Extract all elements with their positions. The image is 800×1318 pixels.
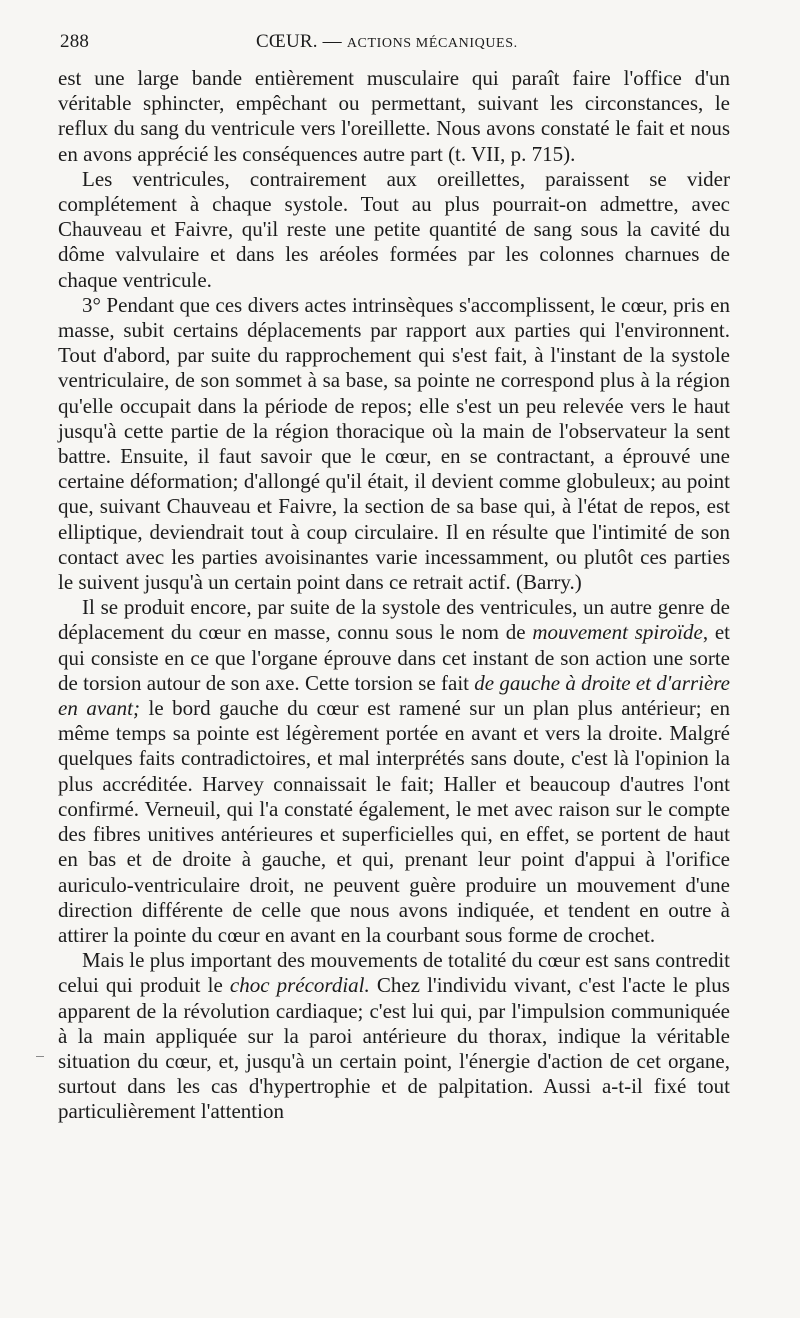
- text-run: est une large bande entièrement musculaire qui paraît faire l'office d'un véritable sphincter, empêchant ou permettant, suivant les circonstances, le reflux du sang du ventricule vers l'oreillette. Nous avons constaté le fait et nous en avons apprécié les conséquences autre part (t. VII, p. 715).: [58, 66, 730, 166]
- paragraph: [58, 66, 730, 167]
- text-run: le bord gauche du cœur est ramené sur un plan plus antérieur; en même temps sa pointe est légèrement portée en avant et vers la droite. Malgré quelques faits contradictoires, et mal interprétés sans doute, c'est là l'opinion la plus accréditée. Harvey connaissait le fait; Haller et beaucoup d'autres l'ont confirmé. Verneuil, qui l'a constaté également, le met avec raison sur le compte des fibres unitives antérieures et superficielles qui, en effet, se portent de haut en bas et de droite à gauche, et qui, prenant leur point d'appui à l'orifice auriculo-ventriculaire droit, ne peuvent guère produire un mouvement d'une direction différente de celle que nous avons indiquée, et tendent en outre à attirer la pointe du cœur en avant en la courbant sous forme de crochet.: [58, 696, 730, 947]
- book-page: [58, 26, 730, 1296]
- text-run: 3° Pendant que ces divers actes intrinsèques s'accomplissent, le cœur, pris en masse, subit certains déplacements par rapport aux parties qui l'environnent. Tout d'abord, par suite du rapprochement qui s'est fait, à l'instant de la systole ventriculaire, de son sommet à sa base, sa pointe ne correspond plus à la région qu'elle occupait dans la période de repos; elle s'est un peu relevée vers le haut jusqu'à cette partie de la région thoracique où la main de l'observateur la sent battre. Ensuite, il faut savoir que le cœur, en se contractant, a éprouvé une certaine déformation; d'allongé qu'il était, il devient comme globuleux; au point que, suivant Chauveau et Faivre, la section de sa base qui, à l'état de repos, est elliptique, deviendrait tout à coup circulaire. Il en résulte que l'intimité de son contact avec les parties avoisinantes varie incessamment, ou plutôt ces parties le suivent jusqu'à un certain point dans ce retrait actif. (Barry.): [58, 292, 730, 595]
- running-title-separator: —: [322, 31, 342, 52]
- running-header: [58, 26, 730, 66]
- text-run: Il se produit encore, par suite de la systole des ventricules, un autre genre de déplacement du cœur en masse, connu sous le nom de: [58, 595, 730, 645]
- text-run: Mais le plus important des mouvements de totalité du cœur est sans contredit celui qui produit le: [58, 948, 730, 998]
- running-title-main: CŒUR.: [256, 31, 318, 52]
- italic-text: choc précordial.: [229, 973, 370, 998]
- running-title: [256, 26, 518, 60]
- body-text: [58, 66, 730, 1125]
- paragraph: [58, 948, 730, 1124]
- margin-mark: [36, 1056, 44, 1057]
- text-run: Les ventricules, contrairement aux oreillettes, paraissent se vider complétement à chaque systole. Tout au plus pourrait-on admettre, avec Chauveau et Faivre, qu'il reste une petite quantité de sang sous la cavité du dôme valvulaire et dans les aréoles formées par les colonnes charnues de chaque ventricule.: [58, 166, 730, 292]
- italic-text: mouvement spiroïde: [532, 620, 703, 645]
- paragraph: [58, 167, 730, 293]
- italic-text: de gauche à droite et d'arrière en avant;: [58, 670, 730, 721]
- paragraph: [58, 595, 730, 948]
- text-run: Chez l'individu vivant, c'est l'acte le plus apparent de la révolution cardiaque; c'est lui qui, par l'impulsion communiquée à la main appliquée sur la paroi antérieure du thorax, indique la véritable situation du cœur, et, jusqu'à un certain point, l'énergie d'action de cet organe, surtout dans les cas d'hypertrophie et de palpitation. Aussi a-t-il fixé tout particulièrement l'attention: [58, 973, 730, 1124]
- running-title-sub: ACTIONS MÉCANIQUES.: [346, 36, 518, 51]
- text-run: , et qui consiste en ce que l'organe éprouve dans cet instant de son action une sorte de torsion autour de son axe. Cette torsion se fait: [58, 620, 731, 695]
- page-number: 288: [60, 31, 90, 52]
- paragraph: [58, 293, 730, 595]
